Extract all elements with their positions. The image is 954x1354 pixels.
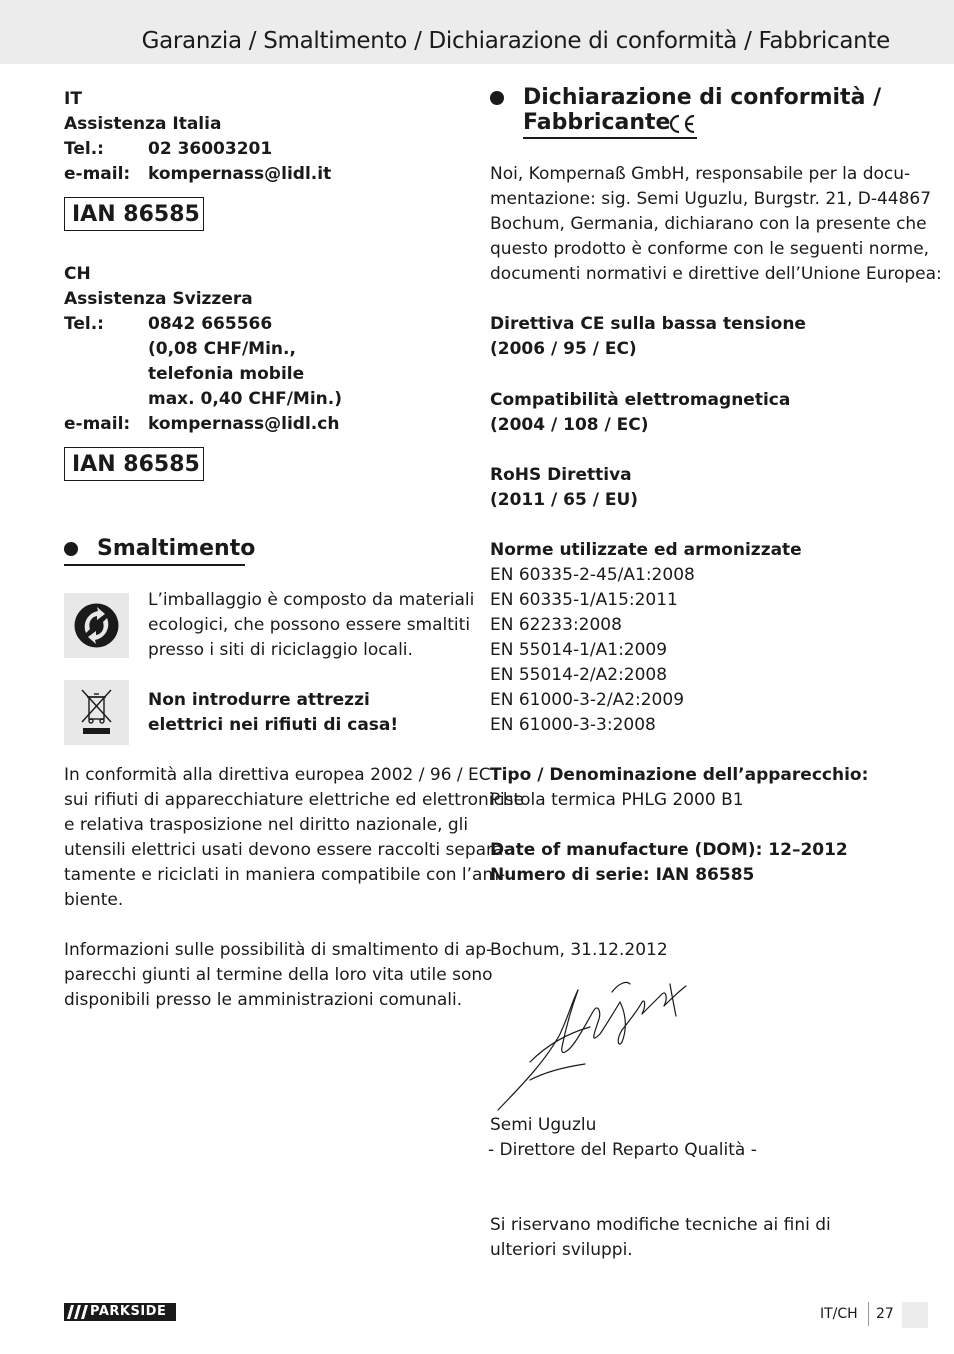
standards-heading: Norme utilizzate ed armonizzate: [490, 540, 802, 560]
conformity-heading-underline: [523, 137, 697, 139]
it-service-name: Assistenza Italia: [64, 114, 222, 134]
it-email-label: e-mail:: [64, 164, 131, 184]
signature-image: [490, 972, 700, 1117]
date-of-manufacture: Date of manufacture (DOM): 12–2012: [490, 840, 848, 860]
page-title: Garanzia / Smaltimento / Dichiarazione di conformità / Fabbricante: [141, 28, 890, 54]
page-header: [0, 0, 954, 64]
disposal-paragraph-line: In conformità alla direttiva europea 2002 / 96 / EC: [64, 765, 491, 785]
disposal-paragraph-line: tamente e riciclati in maniera compatibile con l’am-: [64, 865, 506, 885]
disposal-heading-underline: [64, 564, 245, 566]
bin-icon-box: [64, 680, 129, 745]
ce-mark-icon: [666, 113, 696, 135]
warning-text-line: elettrici nei rifiuti di casa!: [148, 715, 399, 735]
recycle-icon-box: [64, 593, 129, 658]
ch-tel-label: Tel.:: [64, 314, 104, 334]
rohs-directive-number: (2011 / 65 / EU): [490, 490, 639, 510]
ch-ian-box: IAN 86585: [64, 447, 204, 481]
ch-email-value: kompernass@lidl.ch: [148, 414, 340, 434]
technical-changes-note: ulteriori sviluppi.: [490, 1240, 633, 1260]
disposal-paragraph-line: e relativa trasposizione nel diritto nazionale, gli: [64, 815, 469, 835]
page-number: 27: [876, 1306, 894, 1322]
language-code: IT/CH: [820, 1306, 858, 1322]
section-bullet: [490, 91, 504, 105]
ch-tel-line: max. 0,40 CHF/Min.): [148, 389, 342, 409]
section-bullet: [64, 542, 78, 556]
footer-divider: [868, 1302, 869, 1326]
it-tel-value: 02 36003201: [148, 139, 273, 159]
standard-item: EN 60335-2-45/A1:2008: [490, 565, 695, 585]
conformity-intro-line: documenti normativi e direttive dell’Unione Europea:: [490, 264, 942, 284]
ch-country-code: CH: [64, 264, 91, 284]
disposal-paragraph-line: utensili elettrici usati devono essere raccolti separa-: [64, 840, 510, 860]
ch-tel-line: telefonia mobile: [148, 364, 305, 384]
it-ian-box: IAN 86585: [64, 197, 204, 231]
green-dot-recycle-icon: [64, 593, 129, 658]
packaging-text-line: ecologici, che possono essere smaltiti: [148, 615, 471, 635]
conformity-intro-line: questo prodotto è conforme con le seguenti norme,: [490, 239, 930, 259]
signer-name: Semi Uguzlu: [490, 1115, 597, 1135]
place-and-date: Bochum, 31.12.2012: [490, 940, 668, 960]
ch-tel-line: 0842 665566: [148, 314, 273, 334]
it-email-value: kompernass@lidl.it: [148, 164, 332, 184]
conformity-intro-line: Noi, Kompernaß GmbH, responsabile per la docu-: [490, 164, 911, 184]
conformity-heading-line2: Fabbricante: [523, 110, 671, 135]
ch-service-name: Assistenza Svizzera: [64, 289, 253, 309]
logo-stripes-icon: [67, 1305, 89, 1319]
technical-changes-note: Si riservano modifiche tecniche ai fini di: [490, 1215, 831, 1235]
disposal-info-line: parecchi giunti al termine della loro vita utile sono: [64, 965, 493, 985]
standard-item: EN 61000-3-3:2008: [490, 715, 656, 735]
standard-item: EN 60335-1/A15:2011: [490, 590, 678, 610]
crossed-out-bin-icon: [64, 680, 129, 745]
signer-role: - Direttore del Reparto Qualità -: [488, 1140, 757, 1160]
standard-item: EN 61000-3-2/A2:2009: [490, 690, 685, 710]
warning-text-line: Non introdurre attrezzi: [148, 690, 370, 710]
page-corner-box: [902, 1302, 928, 1328]
it-tel-label: Tel.:: [64, 139, 104, 159]
disposal-info-line: Informazioni sulle possibilità di smaltimento di ap-: [64, 940, 493, 960]
serial-number: Numero di serie: IAN 86585: [490, 865, 755, 885]
emc-directive-number: (2004 / 108 / EC): [490, 415, 649, 435]
ch-email-label: e-mail:: [64, 414, 131, 434]
ch-tel-line: (0,08 CHF/Min.,: [148, 339, 296, 359]
standard-item: EN 55014-2/A2:2008: [490, 665, 668, 685]
conformity-intro-line: mentazione: sig. Semi Uguzlu, Burgstr. 21, D-44867: [490, 189, 932, 209]
brand-name: PARKSIDE: [90, 1304, 167, 1319]
device-type-label: Tipo / Denominazione dell’apparecchio:: [490, 765, 869, 785]
standard-item: EN 62233:2008: [490, 615, 622, 635]
rohs-directive: RoHS Direttiva: [490, 465, 632, 485]
low-voltage-directive: Direttiva CE sulla bassa tensione: [490, 314, 806, 334]
disposal-paragraph-line: biente.: [64, 890, 124, 910]
disposal-paragraph-line: sui rifiuti di apparecchiature elettriche ed elettroniche: [64, 790, 525, 810]
parkside-logo: [64, 1303, 176, 1321]
device-type-value: Pistola termica PHLG 2000 B1: [490, 790, 744, 810]
conformity-intro-line: Bochum, Germania, dichiarano con la presente che: [490, 214, 927, 234]
packaging-text-line: L’imballaggio è composto da materiali: [148, 590, 475, 610]
it-country-code: IT: [64, 89, 82, 109]
disposal-info-line: disponibili presso le amministrazioni comunali.: [64, 990, 463, 1010]
emc-directive: Compatibilità elettromagnetica: [490, 390, 791, 410]
packaging-text-line: presso i siti di riciclaggio locali.: [148, 640, 413, 660]
low-voltage-directive-number: (2006 / 95 / EC): [490, 339, 637, 359]
conformity-heading-line1: Dichiarazione di conformità /: [523, 85, 882, 110]
disposal-heading: Smaltimento: [97, 536, 256, 561]
standard-item: EN 55014-1/A1:2009: [490, 640, 668, 660]
